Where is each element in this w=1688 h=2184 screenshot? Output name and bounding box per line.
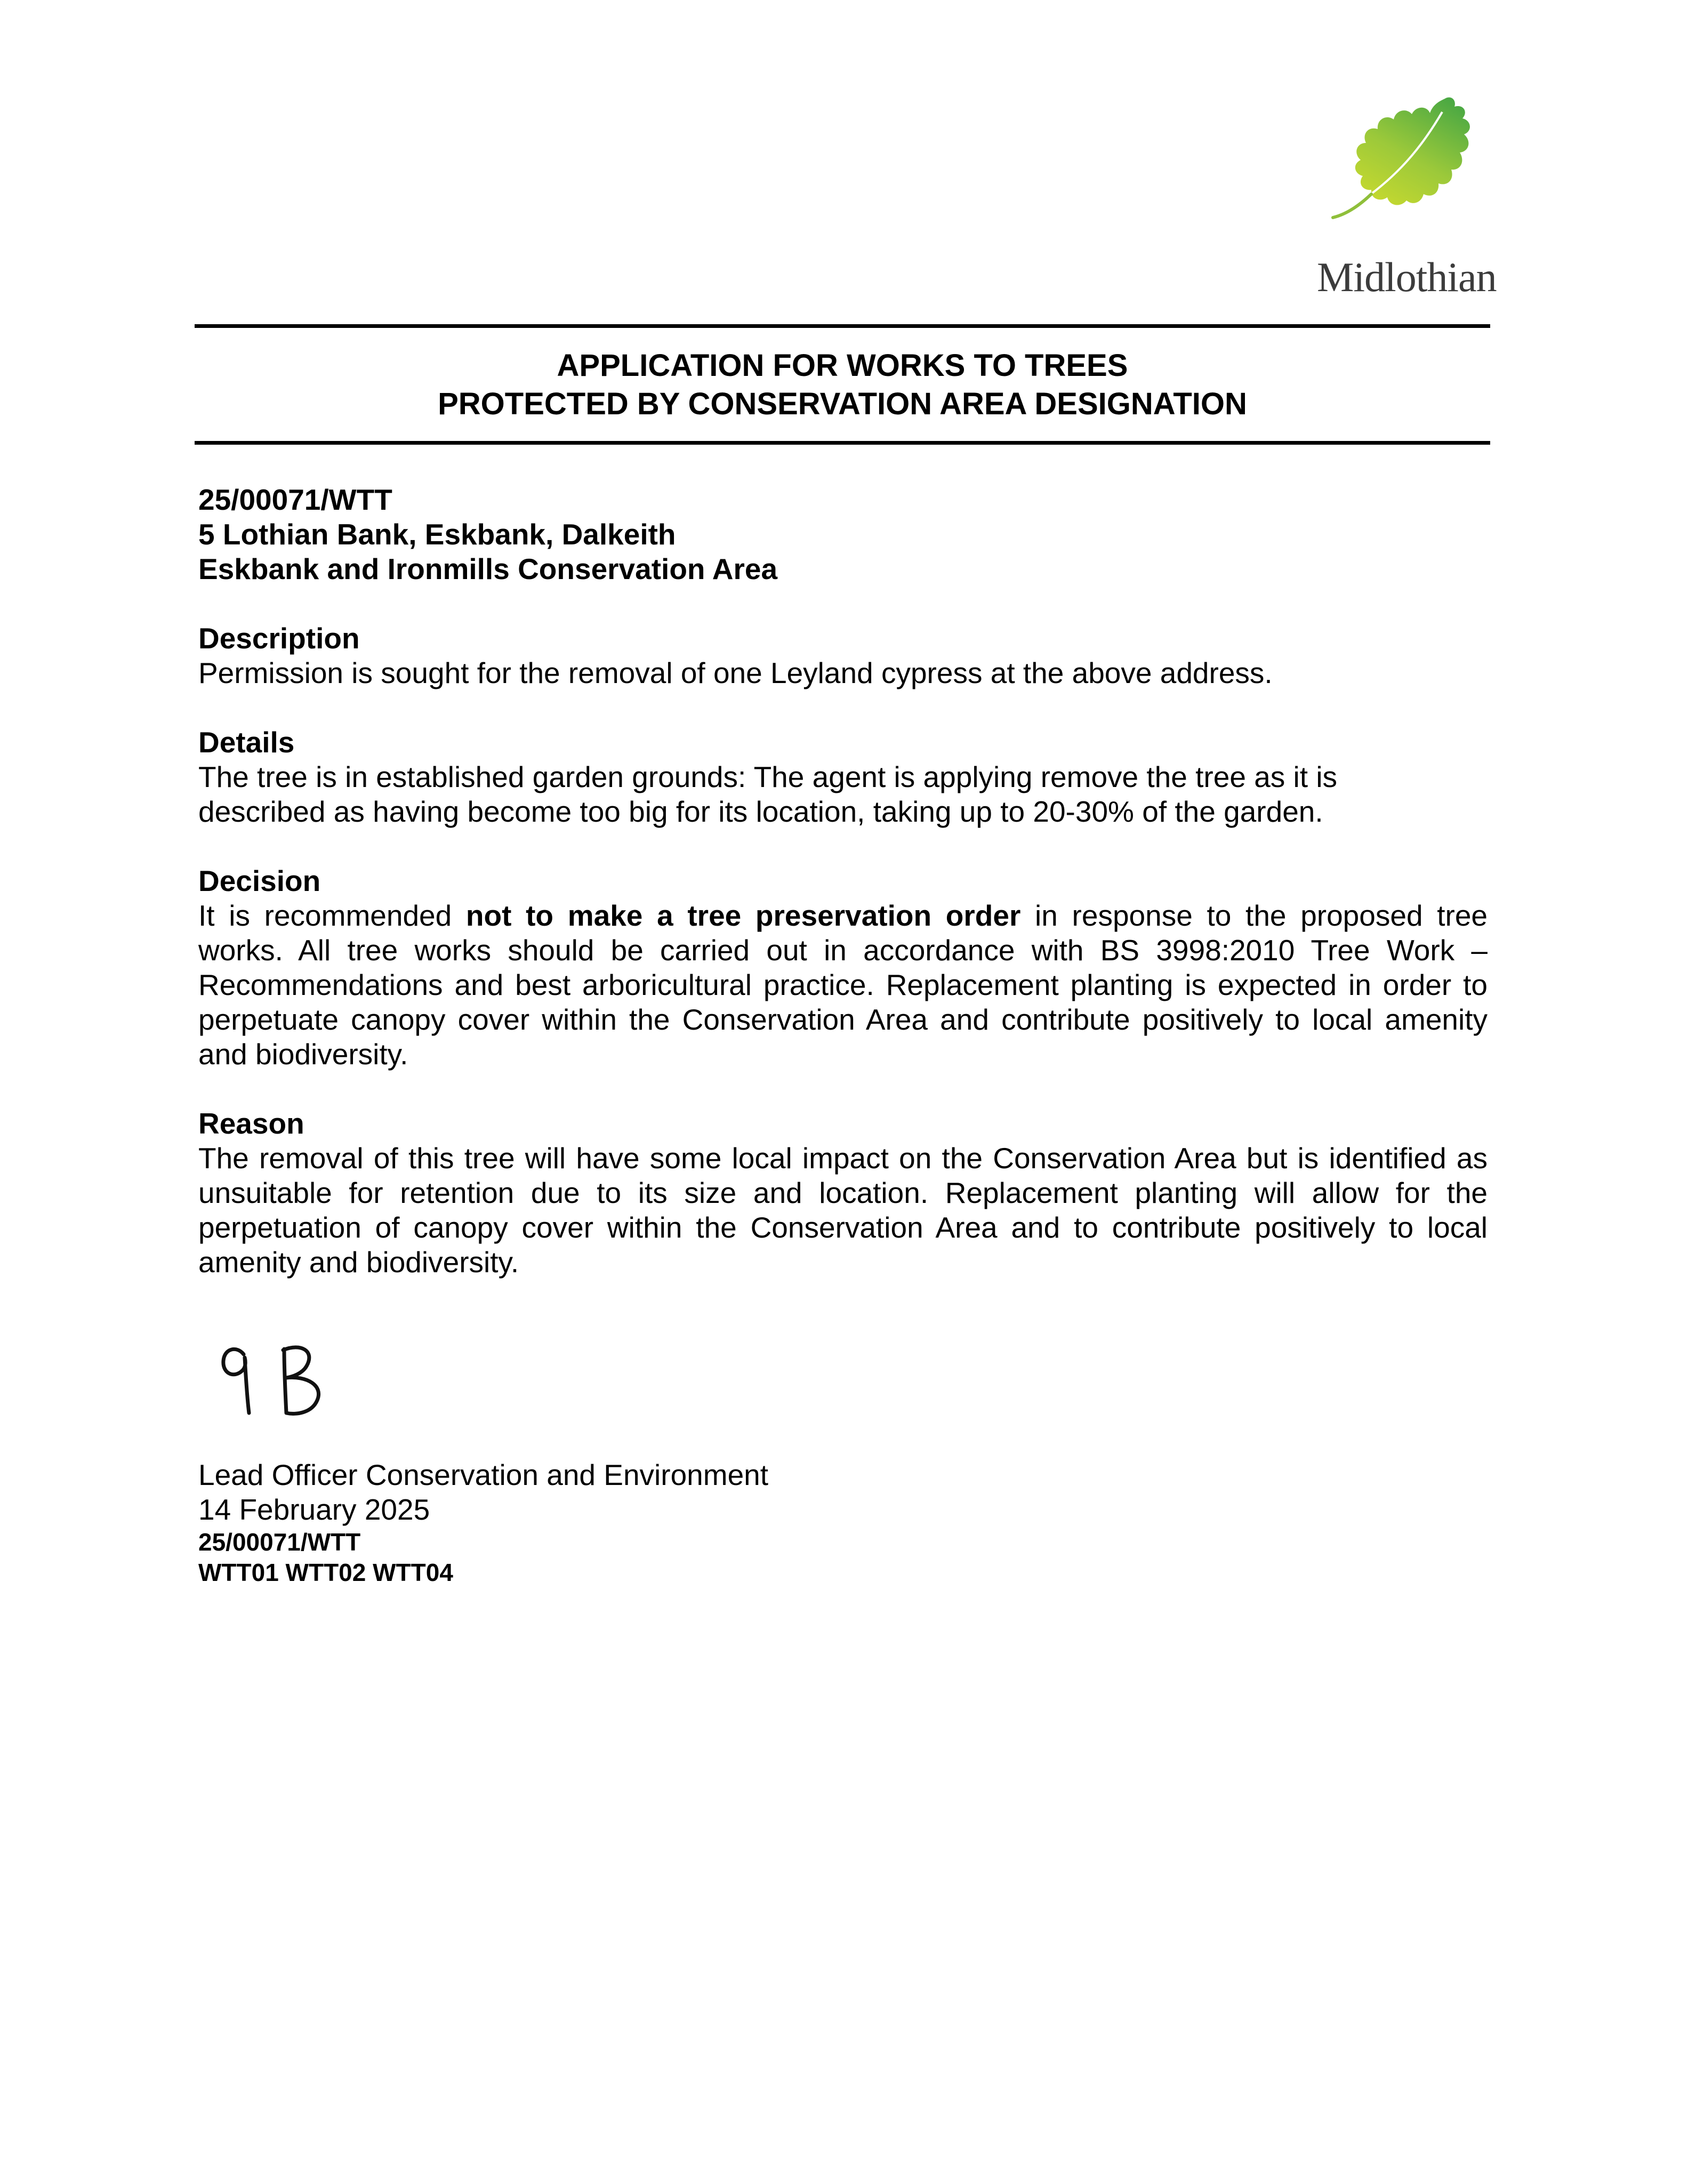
reason-heading: Reason: [198, 1107, 304, 1140]
title-line-1: APPLICATION FOR WORKS TO TREES: [557, 348, 1128, 383]
logo-wordmark: Midlothian: [1317, 254, 1497, 300]
application-address: 5 Lothian Bank, Eskbank, Dalkeith: [198, 518, 676, 551]
signature-block: [198, 1458, 1158, 1588]
conservation-area: Eskbank and Ironmills Conservation Area: [198, 552, 778, 585]
reason-text: The removal of this tree will have some local impact on the Conservation Area but is identified as unsuitable for retention due to its size and location. Replacement planting will allow for the perpetuation of canopy cover within the Conservation Area and to contribute positively to local amenity and biodiversity.: [198, 1142, 1488, 1279]
footer-reference: 25/00071/WTT: [198, 1528, 361, 1556]
decision-text-after: in response to the proposed tree works. All tree works should be carried out in accordance with BS 3998:2010 Tree Work – Recommendations and best arboricultural practice. Replacement planting is expected in order to perpetuate canopy cover within the Conservation Area and contribute positively to local amenity and biodiversity.: [198, 899, 1488, 1071]
title-top-rule: [195, 324, 1490, 328]
decision-text-before: It is recommended: [198, 899, 466, 932]
footer-codes: WTT01 WTT02 WTT04: [198, 1559, 453, 1586]
description-text: Permission is sought for the removal of one Leyland cypress at the above address.: [198, 656, 1273, 689]
decision-heading: Decision: [198, 864, 321, 897]
decision-date: 14 February 2025: [198, 1493, 430, 1526]
details-text: The tree is in established garden grounds: The agent is applying remove the tree as it is described as having become too big for its location, taking up to 20-30% of the garden.: [198, 760, 1338, 828]
description-heading: Description: [198, 622, 360, 655]
officer-title: Lead Officer Conservation and Environment: [198, 1458, 769, 1491]
application-reference: 25/00071/WTT: [198, 483, 392, 516]
handwritten-signature: [211, 1333, 349, 1429]
document-title: [195, 347, 1490, 423]
decision-text-bold: not to make a tree preservation order: [465, 899, 1021, 932]
document-body: [198, 483, 1488, 1280]
title-line-2: PROTECTED BY CONSERVATION AREA DESIGNATION: [438, 387, 1247, 421]
decision-text: [198, 898, 1488, 1072]
details-heading: Details: [198, 726, 295, 759]
title-bottom-rule: [195, 441, 1490, 445]
